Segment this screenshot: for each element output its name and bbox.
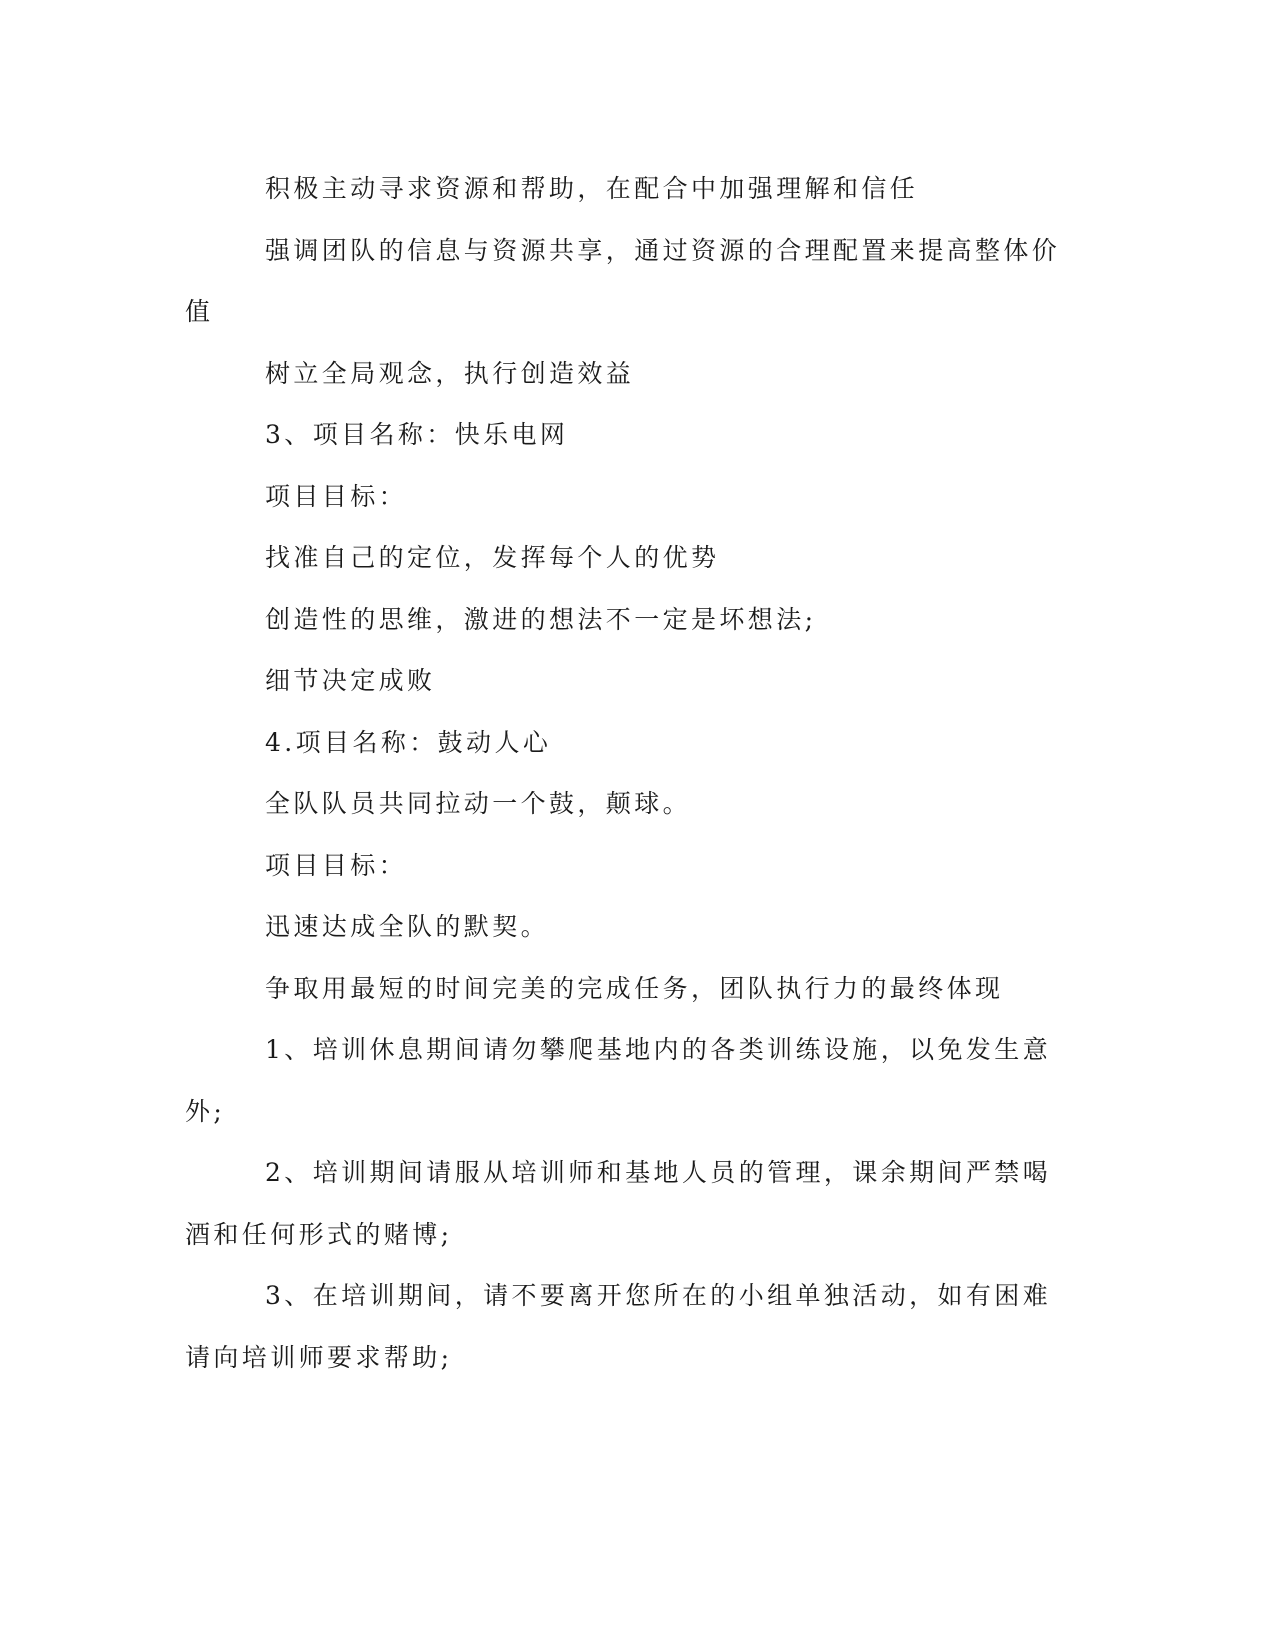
- paragraph: 强调团队的信息与资源共享，通过资源的合理配置来提高整体价值: [185, 235, 1061, 326]
- paragraph: 积极主动寻求资源和帮助，在配合中加强理解和信任: [265, 174, 919, 203]
- rule-item: 2、培训期间请服从培训师和基地人员的管理，课余期间严禁喝酒和任何形式的赌博;: [185, 1158, 1052, 1249]
- paragraph: 全队队员共同拉动一个鼓，颠球。: [265, 789, 692, 818]
- paragraph: 找准自己的定位，发挥每个人的优势: [265, 543, 720, 572]
- section-heading: 3、项目名称：快乐电网: [265, 420, 569, 449]
- paragraph: 树立全局观念，执行创造效益: [265, 358, 635, 388]
- rule-item: 1、培训休息期间请勿攀爬基地内的各类训练设施，以免发生意外;: [185, 1035, 1052, 1126]
- paragraph: 项目目标：: [265, 481, 408, 511]
- rule-item: 3、在培训期间，请不要离开您所在的小组单独活动，如有困难请向培训师要求帮助;: [185, 1281, 1052, 1372]
- document-body: [185, 158, 1065, 1388]
- paragraph: 细节决定成败: [265, 666, 436, 695]
- paragraph: 迅速达成全队的默契。: [265, 912, 550, 941]
- section-heading: 4.项目名称：鼓动人心: [265, 727, 552, 757]
- paragraph: 创造性的思维，激进的想法不一定是坏想法;: [265, 604, 817, 634]
- paragraph: 争取用最短的时间完美的完成任务，团队执行力的最终体现: [265, 973, 1004, 1003]
- paragraph: 项目目标：: [265, 850, 408, 880]
